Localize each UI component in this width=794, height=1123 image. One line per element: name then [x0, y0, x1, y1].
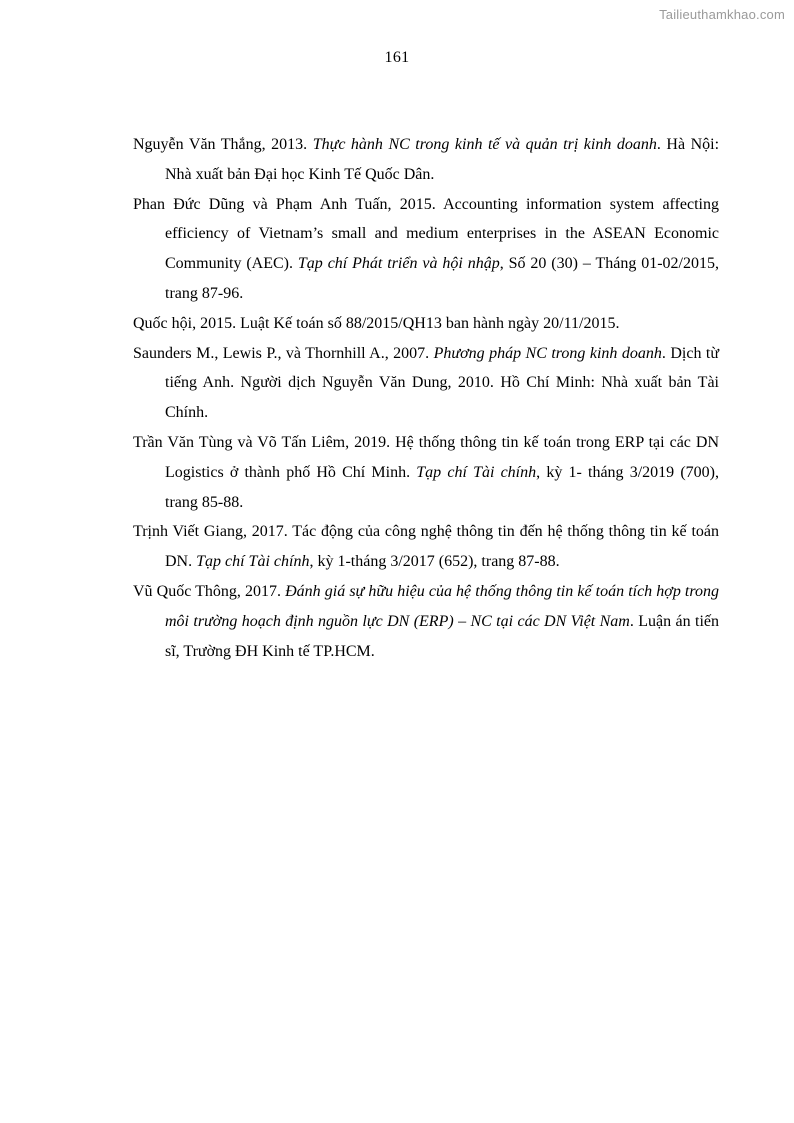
reference-title: Thực hành NC trong kinh tế và quản trị kinh doanh — [312, 136, 657, 153]
reference-item — [133, 309, 719, 339]
reference-author-year: Trần Văn Tùng và Võ Tấn Liêm, 2019. Hệ thống thông tin kế toán trong ERP tại các DN Logistics ở thành phố Hồ Chí Minh. — [133, 433, 719, 481]
reference-author-year: Nguyễn Văn Thắng, 2013. — [133, 136, 313, 153]
reference-details: , kỳ 1- tháng 3/2019 (700), trang 85-88. — [165, 463, 720, 511]
reference-author-year: Phan Đức Dũng và Phạm Anh Tuấn, 2015. Accounting information system affecting efficiency of Vietnam’s small and medium enterprises in the ASEAN Economic Community (AEC). — [133, 195, 719, 273]
reference-title: Tạp chí Tài chính — [196, 553, 310, 571]
reference-title: Đánh giá sự hữu hiệu của hệ thống thông tin kế toán tích hợp trong môi trường hoạch định nguồn lực DN (ERP) – NC tại các DN Việt Nam — [165, 582, 719, 630]
reference-author-year: Trịnh Viết Giang, 2017. Tác động của công nghệ thông tin đến hệ thống thông tin kế toán DN. — [133, 523, 719, 571]
reference-details: . Luận án tiến sĩ, Trường ĐH Kinh tế TP.HCM. — [165, 612, 720, 660]
reference-title: Phương pháp NC trong kinh doanh — [433, 344, 662, 362]
reference-details: . Dịch từ tiếng Anh. Người dịch Nguyễn Văn Dung, 2010. Hồ Chí Minh: Nhà xuất bản Tài Chính. — [165, 344, 720, 422]
reference-author-year: Vũ Quốc Thông, 2017. — [133, 582, 286, 600]
reference-author-year: Saunders M., Lewis P., và Thornhill A., 2007. — [133, 344, 434, 362]
reference-details: , Số 20 (30) – Tháng 01-02/2015, trang 87-96. — [165, 255, 720, 302]
reference-item — [133, 130, 719, 190]
reference-item — [133, 577, 719, 666]
page-number: 161 — [384, 49, 410, 66]
reference-title: Tạp chí Phát triển và hội nhập — [297, 255, 500, 273]
reference-item — [133, 190, 719, 309]
reference-text: Quốc hội, 2015. Luật Kế toán số 88/2015/QH13 ban hành ngày 20/11/2015. — [133, 314, 620, 332]
reference-item — [133, 517, 719, 577]
reference-details: , kỳ 1-tháng 3/2017 (652), trang 87-88. — [309, 553, 560, 571]
reference-item — [133, 339, 719, 428]
reference-title: Tạp chí Tài chính — [416, 463, 537, 481]
reference-list — [133, 130, 719, 666]
reference-item — [133, 428, 719, 517]
reference-details: . Hà Nội: Nhà xuất bản Đại học Kinh Tế Quốc Dân. — [165, 136, 720, 183]
watermark-text: Tailieuthamkhao.com — [659, 7, 785, 22]
